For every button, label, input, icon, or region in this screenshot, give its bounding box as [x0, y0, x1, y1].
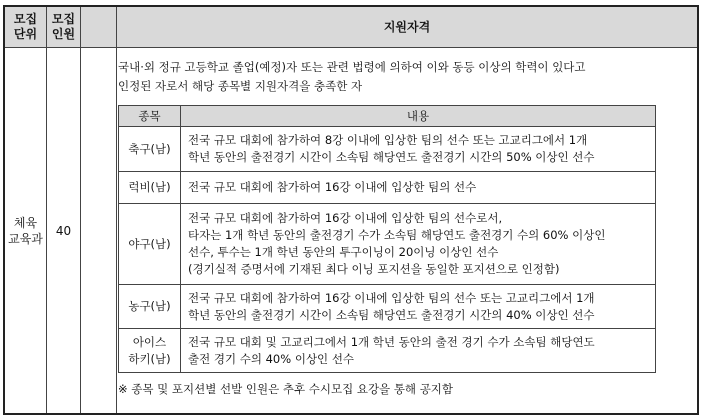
content-line: 학년 동안의 출전경기 시간이 소속팀 해당연도 출전경기 시간의 50% 이상인 선수 [188, 150, 595, 164]
content-line: 타자는 1개 학년 동안의 출전경기 수가 소속팀 해당연도 출전경기 수의 60% 이상인 [188, 228, 606, 242]
col-divider-3 [116, 7, 117, 413]
sport-content [188, 285, 651, 328]
sport-name-line1: 야구(남) [128, 236, 171, 251]
sport-content [188, 127, 651, 171]
content-line: 선수, 투수는 1개 학년 동안의 투구이닝이 20이닝 이상인 선수 [188, 245, 499, 259]
header-unit-line2: 단위 [13, 27, 38, 41]
sport-table-header [119, 106, 655, 127]
sport-row-rugby [119, 172, 655, 204]
header-qualification [117, 7, 697, 47]
header-qualification-label: 지원자격 [383, 19, 431, 34]
sport-content [188, 329, 651, 373]
count-cell [47, 48, 80, 413]
sport-content [188, 172, 651, 203]
header-count-line1: 모집 [51, 12, 76, 26]
col-divider-2 [80, 7, 81, 413]
sport-name [119, 127, 181, 171]
header-unit-line1: 모집 [13, 12, 38, 26]
content-line: 전국 규모 대회에 참가하여 16강 이내에 입상한 팀의 선수 또는 고교리그에서 1개 [188, 290, 595, 305]
intro-line-1: 국내·외 정규 고등학교 졸업(예정)자 또는 관련 법령에 의하여 이와 동등 이상의 학력이 있다고 [118, 60, 586, 74]
content-line: 학년 동안의 출전경기 시간이 소속팀 해당연도 출전경기 시간의 40% 이상인 선수 [188, 307, 595, 322]
sport-name [119, 204, 181, 284]
sport-row-baseball [119, 204, 655, 285]
header-spacer [81, 7, 116, 47]
header-divider [5, 47, 697, 48]
unit-cell [5, 48, 46, 413]
content-line: 전국 규모 대회에 참가하여 16강 이내에 입상한 팀의 선수로서, [188, 211, 503, 225]
footnote: ※ 종목 및 포지션별 선발 인원은 추후 수시모집 요강을 통해 공지함 [118, 382, 454, 396]
header-count [47, 7, 80, 47]
header-unit [5, 7, 46, 47]
sport-name [119, 329, 181, 373]
sport-name [119, 285, 181, 328]
content-line: 출전 경기 수의 40% 이상인 선수 [188, 352, 355, 366]
content-line: 전국 규모 대회에 참가하여 8강 이내에 입상한 팀의 선수 또는 고교리그에서 1개 [188, 133, 588, 147]
sport-table [118, 105, 656, 373]
sport-name-line2: 하키(남) [128, 352, 171, 366]
intro-line-2: 인정된 자로서 해당 종목별 지원자격을 충족한 자 [118, 79, 363, 93]
sport-col-header: 종목 [119, 106, 181, 126]
sport-content [188, 204, 651, 284]
content-col-header: 내용 [406, 109, 430, 123]
sport-name-line1: 아이스 [132, 335, 167, 349]
sport-row-icehockey [119, 329, 655, 373]
sport-name-line1: 럭비(남) [128, 180, 171, 194]
sport-row-soccer [119, 127, 655, 172]
sport-name-line1: 농구(남) [128, 299, 171, 313]
sport-name [119, 172, 181, 203]
header-count-line2: 인원 [51, 27, 76, 41]
content-line: 전국 규모 대회에 참가하여 16강 이내에 입상한 팀의 선수 [188, 180, 477, 194]
content-line: (경기실적 증명서에 기재된 최다 이닝 포지션을 동일한 포지션으로 인정함) [188, 262, 560, 276]
count-value: 40 [55, 223, 72, 238]
sport-name-line1: 축구(남) [128, 141, 171, 156]
unit-line2: 교육과 [8, 231, 43, 246]
intro-text [118, 58, 688, 96]
unit-line1: 체육 [13, 215, 38, 230]
sport-row-basketball [119, 285, 655, 329]
content-line: 전국 규모 대회 및 고교리그에서 1개 학년 동안의 출전 경기 수가 소속팀 해당연도 [188, 335, 595, 349]
